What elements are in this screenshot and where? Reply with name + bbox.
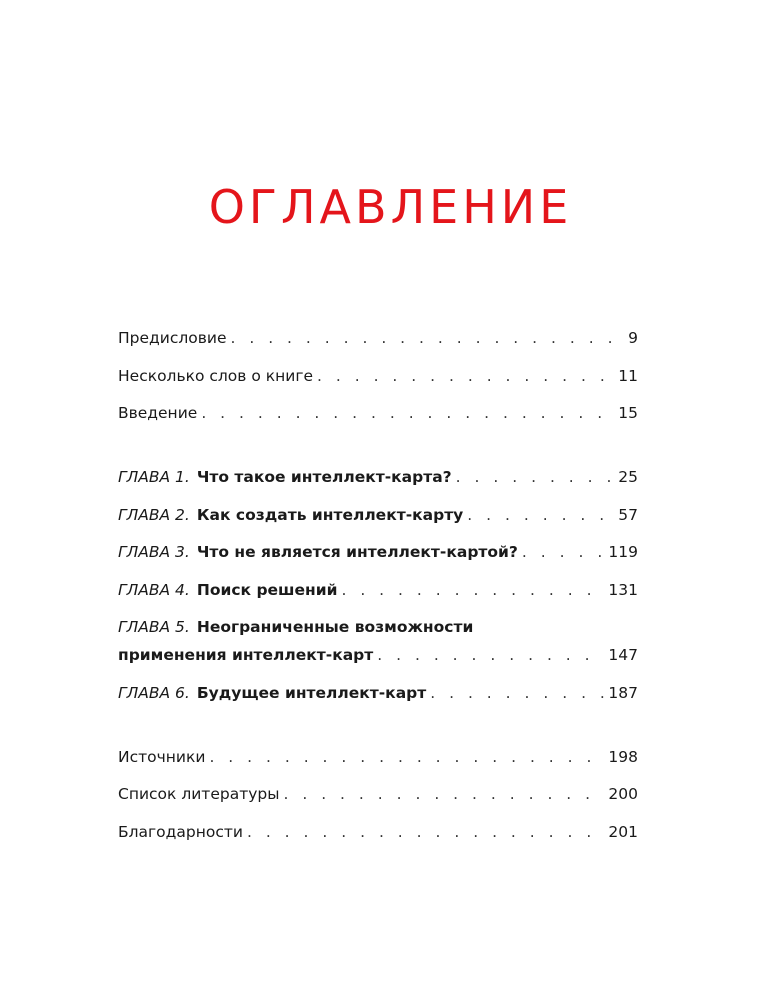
chapters-group (118, 467, 638, 703)
chapter-prefix: ГЛАВА 4. (118, 580, 190, 599)
dot-leader (284, 784, 605, 804)
chapter-title: Поиск решений (196, 580, 338, 599)
toc-entry-chapter-3[interactable] (118, 542, 638, 562)
toc-entry-acknowledgements[interactable] (118, 822, 638, 842)
entry-page-number: 201 (608, 822, 638, 841)
dot-leader (430, 683, 604, 703)
entry-page-number: 15 (618, 404, 638, 422)
dot-leader (209, 747, 604, 767)
chapter-title-line-1: Неограниченные возможности (196, 618, 474, 636)
toc-entry-introduction[interactable] (118, 403, 638, 423)
entry-title: Предисловие (118, 329, 227, 347)
toc-entry-chapter-2[interactable] (118, 505, 638, 525)
chapter-title: Что не является интеллект-картой? (196, 543, 518, 561)
entry-title: Список литературы (118, 785, 280, 803)
toc-entry-chapter-1[interactable] (118, 467, 638, 487)
chapter-prefix: ГЛАВА 6. (118, 683, 190, 702)
dot-leader (317, 366, 614, 386)
entry-title: Несколько слов о книге (118, 366, 314, 385)
chapter-prefix: ГЛАВА 2. (118, 505, 190, 524)
toc-entry-sources[interactable] (118, 747, 638, 767)
chapter-prefix: ГЛАВА 1. (118, 468, 190, 486)
chapter-prefix: ГЛАВА 5. (118, 618, 190, 636)
entry-page-number: 147 (608, 646, 638, 664)
entry-page-number: 57 (618, 505, 638, 524)
entry-page-number: 119 (608, 543, 638, 561)
toc-entry-chapter-4[interactable] (118, 580, 638, 600)
entry-page-number: 131 (608, 580, 638, 599)
toc-entry-chapter-5[interactable] (118, 617, 638, 665)
entry-page-number: 187 (608, 683, 638, 702)
chapter-title: Будущее интеллект-карт (196, 683, 427, 702)
entry-title: Благодарности (118, 822, 243, 841)
entry-page-number: 198 (608, 747, 638, 766)
chapter-title: Как создать интеллект-карту (196, 505, 464, 524)
table-of-contents (118, 328, 638, 859)
dot-leader (377, 645, 604, 665)
dot-leader (456, 467, 615, 487)
front-matter-group (118, 328, 638, 423)
page-title: ОГЛАВЛЕНИЕ (208, 180, 573, 234)
entry-title: Источники (118, 747, 206, 766)
entry-page-number: 200 (608, 785, 638, 803)
entry-page-number: 25 (618, 468, 638, 486)
toc-entry-bibliography[interactable] (118, 784, 638, 804)
dot-leader (467, 505, 614, 525)
dot-leader (247, 822, 604, 842)
chapter-prefix: ГЛАВА 3. (118, 543, 190, 561)
back-matter-group (118, 747, 638, 842)
toc-entry-preface[interactable] (118, 328, 638, 348)
toc-entry-chapter-6[interactable] (118, 683, 638, 703)
dot-leader (201, 403, 614, 423)
dot-leader (522, 542, 604, 562)
entry-page-number: 9 (628, 329, 638, 347)
dot-leader (341, 580, 604, 600)
dot-leader (230, 328, 616, 348)
entry-page-number: 11 (618, 366, 638, 385)
chapter-title: Что такое интеллект-карта? (196, 468, 452, 486)
chapter-title-line-2: применения интеллект-карт (118, 646, 374, 664)
toc-entry-about-book[interactable] (118, 366, 638, 386)
entry-title: Введение (118, 404, 198, 422)
